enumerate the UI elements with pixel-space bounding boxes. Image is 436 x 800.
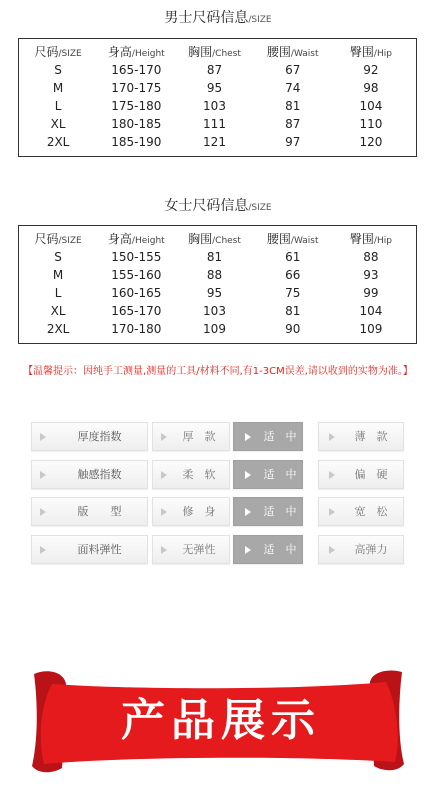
attribute-option: [233, 422, 303, 451]
cell-hip: 98: [363, 81, 379, 95]
attribute-option: [233, 535, 303, 564]
cell-chest: 103: [203, 304, 226, 318]
cell-waist: 75: [285, 286, 301, 300]
cell-height: 170-180: [111, 322, 162, 336]
table-row: [19, 115, 410, 133]
attribute-option: [233, 497, 303, 526]
header-unit: /Hip: [373, 236, 392, 246]
header-unit: /Hip: [373, 49, 392, 59]
header-hip: [332, 43, 410, 61]
triangle-right-icon: [161, 546, 167, 554]
cell-hip: 88: [363, 250, 379, 264]
triangle-right-icon: [161, 471, 167, 479]
cell-hip: 110: [359, 117, 383, 131]
triangle-right-icon: [161, 433, 167, 441]
triangle-right-icon: [329, 433, 335, 441]
title-text: 女士尺码信息: [164, 198, 249, 214]
cell-size: S: [54, 250, 62, 264]
triangle-right-icon: [40, 508, 46, 516]
cell-height: 175-180: [111, 99, 162, 113]
table-row: [19, 320, 410, 338]
header-label: 腰围: [266, 45, 291, 59]
triangle-right-icon: [329, 471, 335, 479]
table-header-row: [19, 43, 410, 61]
cell-height: 185-190: [111, 135, 162, 149]
men-size-title: [0, 9, 436, 29]
cell-height: 180-185: [111, 117, 162, 131]
women-size-table: [18, 225, 417, 344]
cell-hip: 120: [359, 135, 383, 149]
cell-waist: 97: [285, 135, 301, 149]
header-size: [19, 43, 97, 61]
cell-size: L: [54, 99, 62, 113]
cell-size: M: [52, 268, 64, 282]
measurement-notice: 【温馨提示：因纯手工测量,测量的工具/材料不同,有1-3CM误差,请以收到的实物为准。】: [23, 366, 413, 377]
header-label: 臀围: [349, 232, 374, 246]
option-label: 薄 款: [354, 430, 388, 443]
option-label: 偏 硬: [354, 468, 388, 481]
header-size: [19, 230, 97, 248]
header-chest: [175, 230, 253, 248]
table-row: [19, 61, 410, 79]
triangle-right-icon: [161, 508, 167, 516]
table-row: [19, 79, 410, 97]
cell-hip: 99: [363, 286, 379, 300]
attribute-option: [318, 535, 404, 564]
cell-chest: 103: [203, 99, 226, 113]
header-label: 胸围: [188, 232, 213, 246]
cell-height: 160-165: [111, 286, 162, 300]
triangle-right-icon: [40, 433, 46, 441]
header-unit: /Chest: [212, 236, 241, 246]
header-unit: /Chest: [212, 49, 241, 59]
triangle-right-icon: [245, 471, 251, 479]
attribute-option: [152, 535, 230, 564]
attribute-option: [152, 497, 230, 526]
option-label: 适 中: [263, 543, 297, 556]
cell-waist: 81: [285, 304, 301, 318]
attribute-label: 面料弹性: [77, 543, 122, 556]
table-row: [19, 133, 410, 151]
attribute-option: [318, 422, 404, 451]
cell-size: XL: [50, 117, 66, 131]
option-label: 柔 软: [182, 468, 216, 481]
header-label: 尺码: [34, 232, 59, 246]
header-unit: /Height: [131, 49, 165, 59]
header-unit: /SIZE: [58, 49, 82, 59]
cell-height: 165-170: [111, 63, 162, 77]
triangle-right-icon: [245, 433, 251, 441]
attribute-row-thickness: [31, 422, 404, 451]
cell-waist: 81: [285, 99, 301, 113]
header-unit: /Height: [131, 236, 165, 246]
cell-size: M: [52, 81, 64, 95]
header-label: 身高: [107, 45, 132, 59]
cell-hip: 104: [359, 304, 383, 318]
option-label: 厚 款: [182, 430, 216, 443]
cell-chest: 121: [203, 135, 226, 149]
attribute-label-cell: [31, 422, 148, 451]
header-unit: /Waist: [290, 236, 319, 246]
cell-height: 150-155: [111, 250, 162, 264]
attribute-label: 版 型: [77, 505, 122, 518]
attribute-option: [318, 497, 404, 526]
title-text: 男士尺码信息: [164, 10, 249, 26]
triangle-right-icon: [329, 508, 335, 516]
cell-height: 155-160: [111, 268, 162, 282]
option-label: 宽 松: [354, 505, 388, 518]
table-row: [19, 97, 410, 115]
cell-size: 2XL: [46, 322, 70, 336]
attribute-option: [152, 422, 230, 451]
cell-chest: 111: [203, 117, 226, 131]
cell-chest: 109: [203, 322, 226, 336]
attribute-label-cell: [31, 497, 148, 526]
option-label: 适 中: [263, 505, 297, 518]
header-height: [97, 43, 175, 61]
title-suffix: /SIZE: [248, 15, 272, 25]
header-waist: [254, 230, 332, 248]
header-label: 臀围: [349, 45, 374, 59]
cell-waist: 74: [285, 81, 301, 95]
cell-size: XL: [50, 304, 66, 318]
attribute-option: [152, 460, 230, 489]
attribute-label-cell: [31, 460, 148, 489]
header-label: 胸围: [188, 45, 213, 59]
title-suffix: /SIZE: [248, 203, 272, 213]
attribute-row-fit: [31, 497, 404, 526]
table-row: [19, 284, 410, 302]
triangle-right-icon: [245, 546, 251, 554]
cell-waist: 90: [285, 322, 301, 336]
header-chest: [175, 43, 253, 61]
men-size-table: [18, 38, 417, 157]
header-label: 尺码: [34, 45, 59, 59]
option-label: 适 中: [263, 468, 297, 481]
cell-hip: 109: [359, 322, 383, 336]
banner-title: 产品展示: [121, 695, 321, 746]
attribute-row-elasticity: [31, 535, 404, 564]
option-label: 修 身: [182, 505, 216, 518]
cell-chest: 81: [206, 250, 223, 264]
header-label: 腰围: [266, 232, 291, 246]
table-row: [19, 302, 410, 320]
cell-chest: 88: [206, 268, 223, 282]
table-row: [19, 248, 410, 266]
attribute-label: 厚度指数: [77, 430, 122, 443]
cell-hip: 104: [359, 99, 383, 113]
cell-waist: 87: [285, 117, 301, 131]
triangle-right-icon: [40, 546, 46, 554]
women-size-title: [0, 197, 436, 217]
cell-size: 2XL: [46, 135, 70, 149]
header-height: [97, 230, 175, 248]
cell-size: S: [54, 63, 62, 77]
cell-height: 170-175: [111, 81, 162, 95]
header-hip: [332, 230, 410, 248]
cell-waist: 66: [285, 268, 301, 282]
attribute-row-softness: [31, 460, 404, 489]
cell-chest: 95: [206, 81, 223, 95]
option-label: 适 中: [263, 430, 297, 443]
table-row: [19, 266, 410, 284]
header-waist: [254, 43, 332, 61]
attribute-label: 触感指数: [77, 468, 122, 481]
cell-hip: 93: [363, 268, 379, 282]
header-unit: /Waist: [290, 49, 319, 59]
attribute-option: [233, 460, 303, 489]
cell-waist: 67: [285, 63, 301, 77]
cell-chest: 87: [206, 63, 223, 77]
option-label: 高弹力: [354, 543, 388, 556]
cell-hip: 92: [363, 63, 379, 77]
triangle-right-icon: [40, 471, 46, 479]
cell-waist: 61: [285, 250, 301, 264]
attribute-option: [318, 460, 404, 489]
cell-chest: 95: [206, 286, 223, 300]
header-unit: /SIZE: [58, 236, 82, 246]
cell-size: L: [54, 286, 62, 300]
option-label: 无弹性: [182, 543, 216, 556]
cell-height: 165-170: [111, 304, 162, 318]
triangle-right-icon: [245, 508, 251, 516]
triangle-right-icon: [329, 546, 335, 554]
header-label: 身高: [107, 232, 132, 246]
attribute-label-cell: [31, 535, 148, 564]
table-header-row: [19, 230, 410, 248]
